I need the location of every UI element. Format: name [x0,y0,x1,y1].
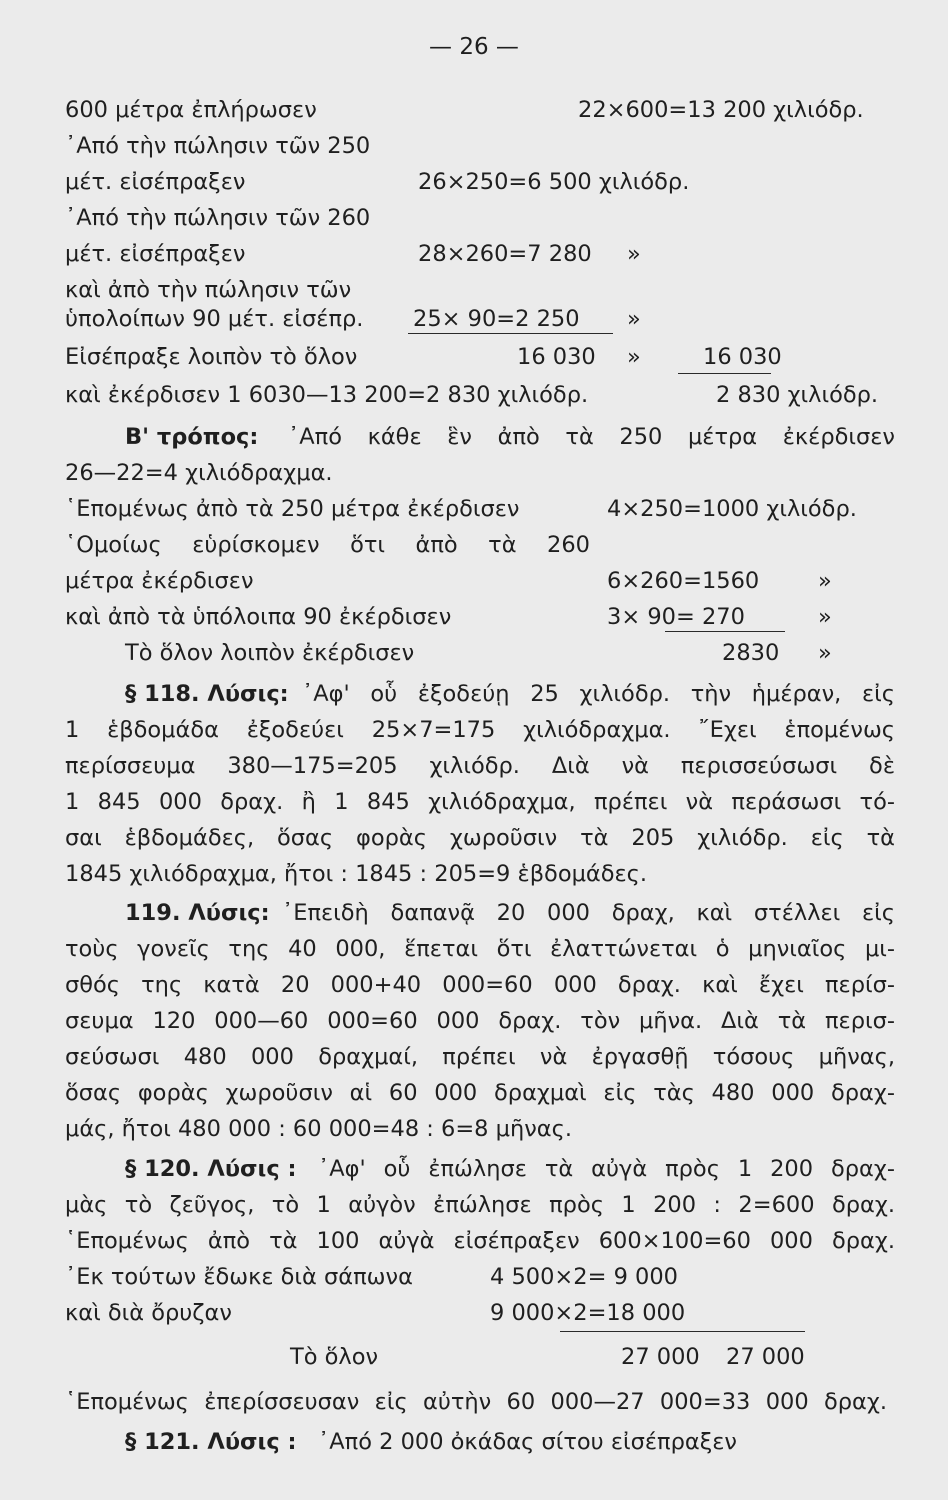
book-page: — 26 — 600 μέτρα ἐπλήρωσεν 22×600=13 200 χιλιόδρ. ᾿Από τὴν πώλησιν τῶν 250 μέτ. εἰσέπραξεν 26×250=6 500 χιλιόδρ. ᾿Από τὴν πώλησιν τῶν 260 μέτ. εἰσέπραξεν 28×260=7 280 » καὶ ἀπὸ τὴν πώλησιν τῶν ὑπολοίπων 90 μέτ. εἰσέπρ. 25× 90=2 250 » Εἰσέπραξε λοιπὸν τὸ ὅλον 16 030 » 16 030 καὶ ἐκέρδισεν 1 6030—13 200=2 830 χιλιόδρ. 2 830 χιλιόδρ. Β' τρόπος: ᾿Από κάθε ἓν ἀπὸ τὰ 250 μέτρα ἐκέρδισεν 26—22=4 χιλιόδραχμα. ῾Επομένως ἀπὸ τὰ 250 μέτρα ἐκέρδισεν 4×250=1000 χιλιόδρ. ῾Ομοίως εὑρίσκομεν ὅτι ἀπὸ τὰ 260 μέτρα ἐκέρδισεν 6×260=1560 » καὶ ἀπὸ τὰ ὑπόλοιπα 90 ἐκέρδισεν 3× 90= 270 » Τὸ ὅλον λοιπὸν ἐκέρδισεν 2830 » § 118. Λύσις: ᾿Αφ' οὗ ἐξοδεύῃ 25 χιλιόδρ. τὴν ἡμέραν, εἰς 1 ἑβδομάδα ἐξοδεύει 25×7=175 χιλιόδραχμα. ῎Εχει ἑπομένως περίσσευμα 380—175=205 χιλιόδρ. Διὰ νὰ περισσεύσωσι δὲ 1 845 000 δραχ. ἢ 1 845 χιλιόδραχμα, πρέπει νὰ περάσωσι τό- σαι ἑβδομάδες, ὅσας φορὰς χωροῦσιν τὰ 205 χιλιόδρ. εἰς τὰ 1845 χιλιόδραχμα, ἤτοι : 1845 : 205=9 ἑβδομάδες. 119. Λύσις: ᾿Επειδὴ δαπανᾷ 20 000 δραχ, καὶ στέλλει εἰς τοὺς γονεῖς της 40 000, ἕπεται ὅτι ἐλαττώνεται ὁ μηνιαῖος μι- σθός της κατὰ 20 000+40 000=60 000 δραχ. καὶ ἔχει περίσ- σευμα 120 000—60 000=60 000 δραχ. τὸν μῆνα. Διὰ τὰ περισ- σεύσωσι 480 000 δραχμαί, πρέπει νὰ ἐργασθῇ τόσους μῆνας, ὅσας φορὰς χωροῦσιν αἱ 60 000 δραχμαὶ εἰς τὰς 480 000 δραχ- μάς, ἤτοι 480 000 : 60 000=48 : 6=8 μῆνας. § 120. Λύσις : ᾿Αφ' οὗ ἐπώλησε τὰ αὐγὰ πρὸς 1 200 δραχ- μὰς τὸ ζεῦγος, τὸ 1 αὐγὸν ἐπώλησε πρὸς 1 200 : 2=600 δραχ. ῾Επομένως ἀπὸ τὰ 100 αὐγὰ εἰσέπραξεν 600×100=60 000 δραχ. ᾿Εκ τούτων ἔδωκε διὰ σάπωνα 4 500×2= 9 000 καὶ διὰ ὄρυζαν 9 000×2=18 000 Τὸ ὅλον 27 000 27 000 ῾Επομένως ἐπερίσσευσαν εἰς αὐτὴν 60 000—27 000=33 000 δραχ. § 121. Λύσις : ᾿Από 2 000 ὀκάδας σίτου εἰσέπραξεν [0,0,948,1500]
text-line: σεύσωσι 480 000 δραχμαί, πρέπει νὰ ἐργασθῇ τόσους μῆνας, [65,1044,895,1070]
section-heading: Β' τρόπος: [125,424,259,450]
text-line: ὅσας φορὰς χωροῦσιν αἱ 60 000 δραχμαὶ εἰς τὰς 480 000 δραχ- [65,1080,895,1106]
sum-rule [560,1331,805,1332]
text-line: τοὺς γονεῖς της 40 000, ἕπεται ὅτι ἐλαττώνεται ὁ μηνιαῖος μι- [65,936,895,962]
text-line: περίσσευμα 380—175=205 χιλιόδρ. Διὰ νὰ περισσεύσωσι δὲ [65,753,895,779]
text-line: ῾Επομένως ἀπὸ τὰ 100 αὐγὰ εἰσέπραξεν 600×100=60 000 δραχ. [65,1228,895,1254]
text-line: μὰς τὸ ζεῦγος, τὸ 1 αὐγὸν ἐπώλησε πρὸς 1 200 : 2=600 δραχ. [65,1192,895,1218]
text-line: ῾Επομένως ἐπερίσσευσαν εἰς αὐτὴν 60 000—27 000=33 000 δραχ. [65,1389,887,1415]
page-number: — 26 — [429,34,519,60]
section-heading: 119. Λύσις: [125,900,270,926]
text-line: σευμα 120 000—60 000=60 000 δραχ. τὸν μῆνα. Διὰ τὰ περισ- [65,1008,895,1034]
sum-rule [665,631,785,632]
text-line: σθός της κατὰ 20 000+40 000=60 000 δραχ. καὶ ἔχει περίσ- [65,972,895,998]
sum-rule [678,373,771,374]
section-heading: § 121. Λύσις : [125,1429,297,1455]
text-line: σαι ἑβδομάδες, ὅσας φορὰς χωροῦσιν τὰ 205 χιλιόδρ. εἰς τὰ [65,825,895,851]
sum-rule [408,333,613,334]
section-heading: § 118. Λύσις: [125,681,289,707]
text-line: 1 ἑβδομάδα ἐξοδεύει 25×7=175 χιλιόδραχμα. ῎Εχει ἑπομένως [65,717,895,743]
text-line: 1 845 000 δραχ. ἢ 1 845 χιλιόδραχμα, πρέπει νὰ περάσωσι τό- [65,789,895,815]
section-heading: § 120. Λύσις : [125,1156,297,1182]
